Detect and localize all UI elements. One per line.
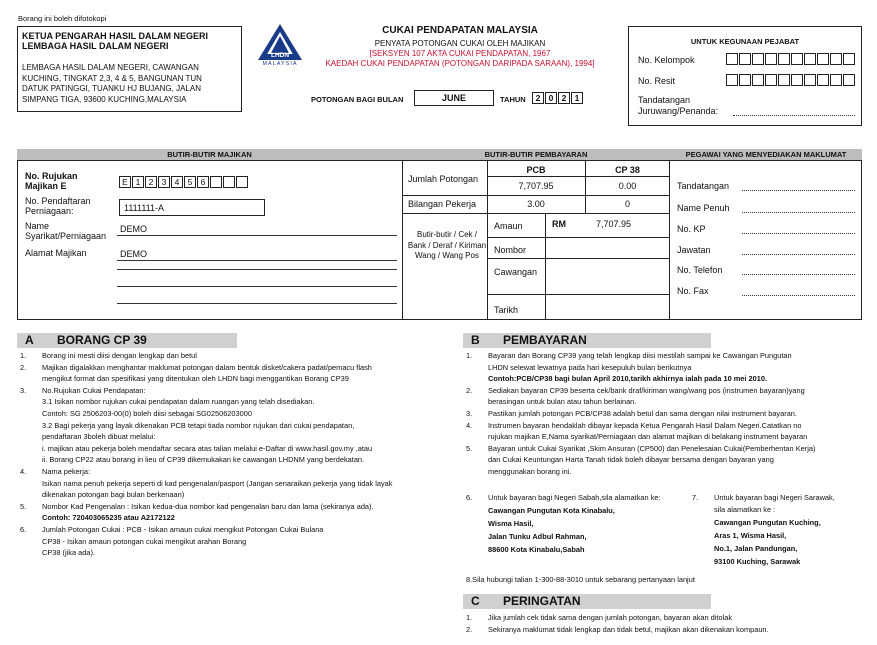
- list-item: i. majikan atau pekerja boleh mendaftar secara atas talian melalui e-Daftar di www.hasil.gov.my ,atau: [42, 443, 373, 453]
- year-field[interactable]: 2 0 2 1: [532, 92, 584, 104]
- bilangan-cp38[interactable]: 0: [624, 199, 630, 209]
- divider-4: [487, 258, 670, 259]
- divider-3: [487, 237, 670, 238]
- vdivider-4: [487, 213, 488, 320]
- list-item: Contoh:PCB/CP38 bagi bulan April 2010,tarikh akhirnya ialah pada 10 mei 2010.: [488, 374, 768, 384]
- section-c-header: [463, 594, 711, 609]
- header-legal-2: KAEDAH CUKAI PENDAPATAN (POTONGAN DARIPADA SARAAN), 1994]: [325, 59, 595, 68]
- divider-1: [402, 195, 670, 196]
- list-item: 3. Pastikan jumlah potongan PCB/CP38 adalah betul dan sama dengan nilai instrument bayaran.: [466, 408, 797, 418]
- list-item: 5. Bayaran untuk Cukai Syarikat ,Skim Ansuran (CP500) dan Penelesaian Cukai(Pemberhentan Kerja): [466, 443, 816, 453]
- rm-label: RM: [552, 219, 566, 229]
- addressee-line2: LEMBAGA HASIL DALAM NEGERI: [22, 41, 169, 51]
- jumlah-pcb[interactable]: 7,707.95: [518, 181, 554, 191]
- photocopy-note: Borang ini boleh difotokopi: [18, 14, 107, 23]
- list-item: CP38 - Isikan amaun potongan cukai mengikut arahan Borang: [42, 536, 247, 546]
- sabah-address: Cawangan Pungutan Kota Kinabalu, Wisma Hasil, Jalan Tunku Adbul Rahman, 88600 Kota Kinabalu,Sabah: [488, 506, 615, 554]
- list-item: Contoh: SG 2506203-00(0) boleh diisi sebagai SG02506203000: [42, 408, 252, 418]
- alamat-field[interactable]: DEMO: [117, 249, 397, 261]
- sarawak-address: Cawangan Pungutan Kuching, Aras 1, Wisma Hasil, No.1, Jalan Pandungan, 93100 Kuching, Sarawak: [714, 518, 821, 566]
- sign-label-1: Tandatangan: [638, 95, 691, 105]
- alamat-label: Alamat Majikan: [25, 248, 87, 258]
- item7-number: 7.: [692, 493, 699, 502]
- bilangan-label: Bilangan Pekerja: [408, 199, 477, 209]
- divider-2: [402, 213, 670, 214]
- vdivider-5: [545, 213, 546, 320]
- rujukan-label: No. Rujukan Majikan E: [25, 171, 78, 191]
- form-header: [310, 25, 610, 68]
- nama-field[interactable]: DEMO: [117, 224, 397, 236]
- pegawai-tandatangan-line[interactable]: [742, 190, 855, 191]
- section-c-letter: C: [471, 594, 480, 608]
- section-b-list: [466, 350, 866, 478]
- section-a-letter: A: [25, 333, 34, 347]
- pegawai-fax: No. Fax: [677, 286, 709, 296]
- section-a-title: BORANG CP 39: [57, 333, 147, 347]
- pegawai-jawatan-line[interactable]: [742, 254, 855, 255]
- list-item: 4. Instrumen bayaran hendaklah dibayar kepada Ketua Pengarah Hasil Dalam Negeri.Catatkan no: [466, 420, 802, 430]
- office-title: UNTUK KEGUNAAN PEJABAT: [690, 37, 800, 46]
- item7-text: Untuk bayaran bagi Negeri Sarawak,: [714, 493, 835, 502]
- header-legal-1: [SEKSYEN 107 AKTA CUKAI PENDAPATAN, 1967: [369, 49, 551, 58]
- pegawai-telefon: No. Telefon: [677, 265, 723, 275]
- list-item: ii. Borang CP22 atau borang in lieu of CP39 dikemukakan ke cawangan LHDNM yang berdekatan.: [42, 455, 365, 465]
- col-cp38: CP 38: [615, 165, 640, 175]
- list-item: 2. Majikan digalakkan menghantar maklumat potongan dalam bentuk disket/cakera padat/pemacu flash: [20, 362, 372, 372]
- list-item: CP38 (jika ada).: [42, 548, 95, 558]
- list-item: rujukan majikan E,Nama syarikat/Perniagaan dan alamat majikan di belakang instrument bayaran: [488, 432, 808, 442]
- section-pembayaran-title: BUTIR-BUTIR PEMBAYARAN: [402, 149, 670, 160]
- addressee-address: LEMBAGA HASIL DALAM NEGERI, CAWANGAN KUCHING, TINGKAT 2,3, 4 & 5, BANGUNAN TUN DATUK PATINGGI, TUANKU HJ BUJANG, JALAN SIMPANG TIGA, 93600 KUCHING,MALAYSIA: [22, 63, 202, 104]
- addressee-box: [17, 26, 242, 112]
- list-item: 1. Borang ini mesti diisi dengan lengkap dan betul: [20, 351, 197, 360]
- office-use-box: [628, 26, 862, 126]
- logo-text: LHDN: [270, 52, 290, 59]
- tarikh-label: Tarikh: [494, 305, 519, 315]
- year-label: TAHUN: [500, 95, 526, 104]
- sign-line[interactable]: [733, 115, 855, 116]
- list-item: 2. Sediakan bayaran CP39 beserta cek/bank draf/kiriman wang/wang pos (instrumen bayaran)yang: [466, 385, 805, 395]
- list-item: Isikan nama penuh pekerja seperti di kad pengenalan/pasport (Jangan senaraikan pekerja yang tidak layak: [42, 478, 393, 488]
- pegawai-nama-line[interactable]: [742, 212, 855, 213]
- item7-text2: sila alamatkan ke :: [714, 505, 776, 514]
- nombor-label: Nombor: [494, 245, 527, 255]
- list-item: LHDN selewat lewatnya pada hari kesepuluh bulan berikutnya: [488, 362, 692, 372]
- alamat-line-4[interactable]: [117, 303, 397, 304]
- header-title: CUKAI PENDAPATAN MALAYSIA: [382, 25, 538, 36]
- pegawai-kp-line[interactable]: [742, 233, 855, 234]
- resit-label: No. Resit: [638, 76, 676, 86]
- section-b-item8: 8.Sila hubungi talian 1-300-88-3010 untuk sebarang pertanyaan lanjut: [466, 575, 695, 584]
- list-item: dan Cukai Keuntungan Harta Tanah tidak boleh dibayar bersama dengan bayaran yang: [488, 455, 774, 465]
- list-item: pendaftaran 3boleh dibuat melalui:: [42, 432, 156, 442]
- section-a-header: [17, 333, 237, 348]
- amaun-value[interactable]: 7,707.95: [596, 219, 632, 229]
- list-item: menggunakan borang ini.: [488, 466, 572, 476]
- section-b-title: PEMBAYARAN: [503, 333, 587, 347]
- pendaftaran-label: No. Pendaftaran Perniagaan:: [25, 196, 91, 216]
- list-item: Contoh: 720403065235 atau A2172122: [42, 513, 175, 523]
- list-item: dikenakan potongan bagi bulan berkenaan): [42, 490, 185, 500]
- bilangan-pcb[interactable]: 3.00: [527, 199, 545, 209]
- section-c-list: [466, 612, 866, 635]
- list-item: 5. Nombor Kad Pengenalan : Isikan kedua-dua nombor kad pengenalan baru dan lama (sekiranya ada).: [20, 501, 374, 511]
- pegawai-fax-line[interactable]: [742, 295, 855, 296]
- section-b-letter: B: [471, 333, 480, 347]
- amaun-label: Amaun: [494, 221, 523, 231]
- nama-label: Name Syarikat/Perniagaan: [25, 221, 107, 241]
- list-item: mengikut format dan spesifikasi yang ditentukan oleh LHDN bagi menggantikan Borang CP39: [42, 374, 349, 384]
- header-subtitle: PENYATA POTONGAN CUKAI OLEH MAJIKAN: [374, 39, 546, 48]
- list-item: 6. Jumlah Potongan Cukai : PCB - Isikan amaun cukai mengikut Potongan Cukai Bulana: [20, 524, 324, 534]
- cawangan-label: Cawangan: [494, 267, 538, 277]
- month-label: POTONGAN BAGI BULAN: [311, 95, 404, 104]
- list-item: 4. Nama pekerja:: [20, 466, 91, 476]
- butir-label: Butir-butir / Cek / Bank / Deraf / Kiriman Wang / Wang Pos: [407, 230, 487, 260]
- list-item: berasingan untuk bulan atau tahun berlainan.: [488, 397, 637, 407]
- rujukan-field[interactable]: E 1 2 3 4 5 6: [119, 176, 249, 188]
- resit-field[interactable]: [726, 74, 856, 86]
- jumlah-label: Jumlah Potongan: [408, 174, 479, 184]
- kelompok-field[interactable]: [726, 53, 856, 65]
- pegawai-nama: Name Penuh: [677, 203, 730, 213]
- section-pegawai-title: PEGAWAI YANG MENYEDIAKAN MAKLUMAT: [670, 149, 862, 160]
- list-item: 1. Bayaran dan Borang CP39 yang telah lengkap diisi mestilah sampai ke Cawangan Pungutan: [466, 351, 792, 360]
- pegawai-kp: No. KP: [677, 224, 706, 234]
- logo-country: MALAYSIA: [262, 61, 298, 67]
- section-majikan-title: BUTIR-BUTIR MAJIKAN: [17, 149, 402, 160]
- addressee-line1: KETUA PENGARAH HASIL DALAM NEGERI: [22, 31, 209, 41]
- section-a-list: [20, 350, 460, 559]
- divider-pcb: [487, 176, 670, 177]
- list-item: 1. Jika jumlah cek tidak sama dengan jumlah potongan, bayaran akan ditolak: [466, 613, 733, 622]
- list-item: 2. Sekiranya maklumat tidak lengkap dan tidak betul, majikan akan dikenakan kompaun.: [466, 624, 769, 634]
- alamat-line-2[interactable]: [117, 269, 397, 270]
- divider-5: [487, 294, 670, 295]
- pendaftaran-field[interactable]: 1111111-A: [119, 199, 265, 216]
- pegawai-tandatangan: Tandatangan: [677, 181, 730, 191]
- section-b-addresses: 6. Untuk bayaran bagi Negeri Sabah,sila alamatkan ke: Cawangan Pungutan Kota Kinabalu, Wisma Hasil, Jalan Tunku Adbul Rahman, 88600 Kota Kinabalu,Sabah 7. Untuk bayaran bagi Negeri Sarawak, sila alamatkan ke : Cawangan Pungutan Kuching, Aras 1, Wisma Hasil, No.1, Jalan Pandungan, 93100 Kuching, Sarawak: [466, 493, 835, 566]
- kelompok-label: No. Kelompok: [638, 55, 695, 65]
- jumlah-cp38[interactable]: 0.00: [618, 181, 637, 191]
- section-b-header: [463, 333, 711, 348]
- sign-label-2: Juruwang/Penanda:: [638, 106, 719, 116]
- lhdn-logo: [252, 22, 308, 68]
- section-c-title: PERINGATAN: [503, 594, 581, 608]
- col-pcb: PCB: [526, 165, 546, 175]
- pegawai-telefon-line[interactable]: [742, 274, 855, 275]
- list-item: 3. No.Rujukan Cukai Pendapatan:: [20, 385, 146, 395]
- alamat-line-3[interactable]: [117, 286, 397, 287]
- month-field[interactable]: JUNE: [414, 90, 494, 106]
- list-item: 3.2 Bagi pekerja yang layak dikenakan PCB tetapi tiada nombor rujukan dari cukai pendapatan,: [42, 420, 355, 430]
- pegawai-jawatan: Jawatan: [677, 245, 711, 255]
- list-item: 3.1 Isikan nombor rujukan cukai pendapatan dalam ruangan yang telah disediakan.: [42, 397, 315, 407]
